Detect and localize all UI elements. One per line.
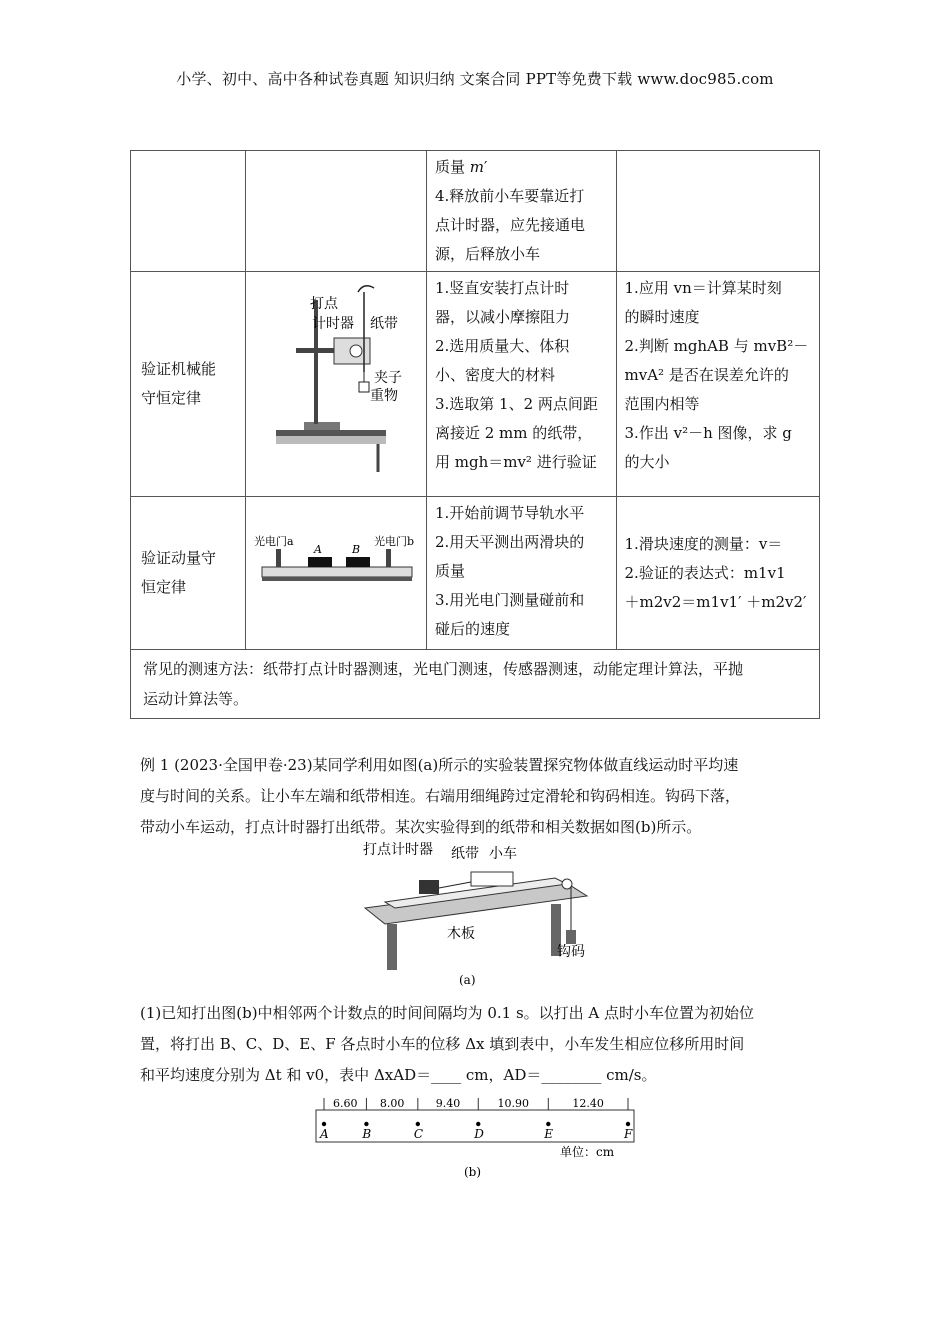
figure-a-caption: (a) xyxy=(459,973,476,987)
stand-foot xyxy=(304,422,340,430)
figure-b-caption: (b) xyxy=(464,1165,482,1179)
data-processing-cell: 1.应用 vn＝计算某时刻 的瞬时速度 2.判断 mghAB 与 mvB²－ mvA² 是否在误差允许的 范围内相等 3.作出 v²－h 图像，求 g 的大小 xyxy=(616,272,819,497)
table-row xyxy=(131,497,820,650)
unit-label: 单位：cm xyxy=(560,1145,615,1159)
experiment-name: 验证动量守 恒定律 xyxy=(131,497,246,650)
gate-b xyxy=(386,549,391,567)
question-1: (1)已知打出图(b)中相邻两个计数点的时间间隔均为 0.1 s。以打出 A 点时小车位置为初始位 置，将打出 B、C、D、E、F 各点时小车的位移 Δx 填到表中，小车发生相应位移所用时间 和平均速度分别为 Δt 和 v0，表中 ΔxAD＝____ cm，AD＝________ cm/s。 xyxy=(140,1004,755,1084)
hook-weight xyxy=(566,930,576,944)
segment-length-label: 12.40 xyxy=(572,1097,604,1110)
page-header: 小学、初中、高中各种试卷真题 知识归纳 文案合同 PPT等免费下载 www.doc985.com xyxy=(176,70,774,88)
tape-point-label: B xyxy=(362,1127,372,1141)
gate-a xyxy=(276,549,281,567)
segment-length-label: 6.60 xyxy=(332,1097,358,1110)
tape-label: 纸带 xyxy=(369,316,398,332)
free-fall-apparatus-diagram xyxy=(246,272,424,486)
momentum-figure xyxy=(245,497,426,650)
clip-label: 夹子 xyxy=(373,370,402,386)
weight-label: 重物 xyxy=(369,388,398,404)
tape xyxy=(439,882,471,888)
tape-point-label: D xyxy=(474,1127,484,1141)
air-track xyxy=(262,567,412,577)
tape-point xyxy=(476,1122,480,1126)
tape-point xyxy=(546,1122,550,1126)
notes-cell: 质量 m′ 4.释放前小车要靠近打 点计时器，应先接通电 源，后释放小车 xyxy=(426,151,616,272)
block-b-label: B xyxy=(351,543,360,556)
experiment-table xyxy=(130,150,820,719)
hook-label: 钩码 xyxy=(557,944,585,960)
air-track-diagram xyxy=(246,497,424,639)
timer-label-2: 计时器 xyxy=(311,316,354,332)
example-intro: 例 1 (2023·全国甲卷·23)某同学利用如图(a)所示的实验装置探究物体做直线运动时平均速 度与时间的关系。让小车左端和纸带相连。右端用细绳跨过定滑轮和钩码相连。钩码下落， 带动小车运动，打点计时器打出纸带。某次实验得到的纸带和相关数据如图(b)所示。 xyxy=(140,756,741,836)
tape-point xyxy=(416,1122,420,1126)
tape-point-label: E xyxy=(544,1127,554,1141)
segment-length-label: 8.00 xyxy=(379,1097,405,1110)
data-processing-cell: 1.滑块速度的测量：v＝ 2.验证的表达式：m1v1 ＋m2v2＝m1v1′ ＋m2v2′ xyxy=(616,497,819,650)
table-row xyxy=(131,151,820,272)
timer-label: 打点 xyxy=(309,296,338,312)
hand xyxy=(358,286,374,292)
stand-base xyxy=(276,430,386,436)
mechanical-energy-figure xyxy=(245,272,426,497)
tape-point xyxy=(364,1122,368,1126)
timer xyxy=(419,880,439,894)
segment-length-label: 10.90 xyxy=(497,1097,530,1110)
block-a xyxy=(308,557,332,567)
notes-cell: 1.竖直安装打点计时 器，以减小摩擦阻力 2.选用质量大、体积 小、密度大的材料 3.选取第 1、2 两点间距 离接近 2 mm 的纸带， 用 mgh＝mv² 进行验证 xyxy=(426,272,616,497)
track-base xyxy=(262,577,412,581)
board-label: 木板 xyxy=(447,926,475,942)
tape-point xyxy=(626,1122,630,1126)
block-b xyxy=(346,557,370,567)
segment-length-label: 9.40 xyxy=(435,1097,461,1110)
tape-point xyxy=(322,1122,326,1126)
tape-label: 纸带 xyxy=(451,846,479,862)
figure-a xyxy=(355,838,595,990)
table-row xyxy=(131,650,820,719)
table-row xyxy=(131,272,820,497)
experiment-name: 验证机械能 守恒定律 xyxy=(131,272,246,497)
gate-a-label: 光电门a xyxy=(253,535,294,548)
cart xyxy=(471,872,513,886)
table-leg xyxy=(387,924,397,970)
weight xyxy=(359,382,369,392)
table-top xyxy=(276,436,386,444)
block-a-label: A xyxy=(313,543,322,556)
timer-disc xyxy=(350,345,362,357)
timer-label: 打点计时器 xyxy=(363,842,433,858)
tape-point-label: A xyxy=(320,1127,329,1141)
figure-b-tape xyxy=(310,1096,650,1184)
measurement-methods: 常见的测速方法：纸带打点计时器测速，光电门测速，传感器测速，动能定理计算法，平抛 运动计算法等。 xyxy=(131,650,820,719)
tape-point-label: C xyxy=(413,1127,424,1141)
cart-label: 小车 xyxy=(489,846,517,862)
gate-b-label: 光电门b xyxy=(373,535,414,548)
notes-cell: 1.开始前调节导轨水平 2.用天平测出两滑块的 质量 3.用光电门测量碰前和 碰后的速度 xyxy=(426,497,616,650)
tape-point-label: F xyxy=(624,1127,633,1141)
